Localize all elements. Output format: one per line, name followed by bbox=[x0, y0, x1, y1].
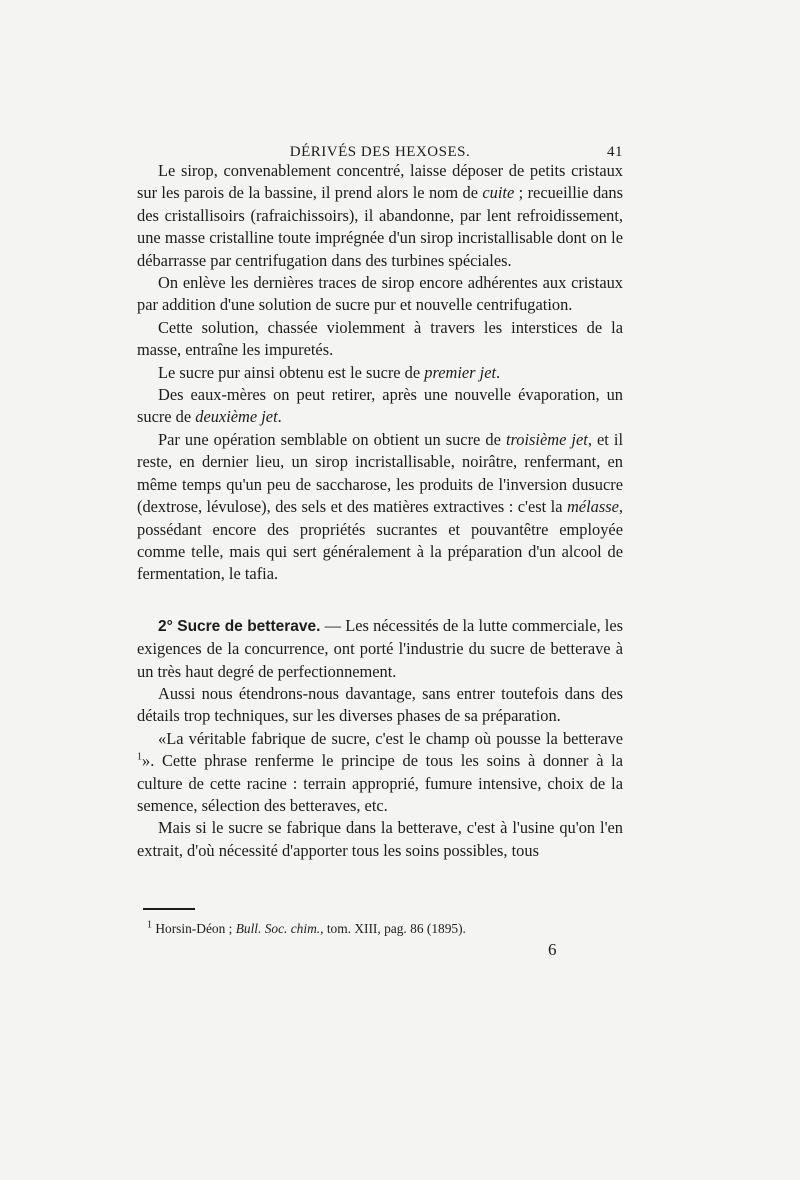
italic-term: troisième jet bbox=[505, 429, 588, 449]
paragraph bbox=[137, 160, 623, 272]
body-text bbox=[137, 160, 623, 862]
text: «La véritable fabrique de sucre, c'est le champ où pousse la betterave bbox=[158, 728, 623, 748]
paragraph bbox=[137, 384, 623, 429]
footnote-reference[interactable]: 1 bbox=[137, 751, 142, 763]
text: . bbox=[496, 362, 501, 382]
paragraph bbox=[137, 728, 623, 818]
page-number: 41 bbox=[607, 144, 623, 160]
italic-term: premier jet bbox=[424, 362, 497, 382]
footnote-author: Horsin-Déon ; bbox=[155, 921, 233, 936]
paragraph: Aussi nous étendrons-nous davantage, sans entrer toutefois dans des détails trop techniques, sur les diverses phases de sa préparation. bbox=[137, 683, 623, 726]
text: , possédant encore des propriétés sucrantes et pouvantêtre employée comme telle, mais qui sert généralement à la préparation d'un alcool de fermentation, le tafia. bbox=[137, 497, 623, 584]
footnote-journal: Bull. Soc. chim. bbox=[235, 921, 321, 936]
paragraph: Mais si le sucre se fabrique dans la betterave, c'est à l'usine qu'on l'en extrait, d'où nécessité d'apporter tous les soins possibles, tous bbox=[137, 818, 623, 860]
text: , et il reste, en dernier lieu, un sirop incristallisable, noirâtre, renfermant, en même temps qu'un peu de saccharose, les produits de l'inversion dusucre (dextrose, lévulose), des sels et des matières extractives : c'est la bbox=[137, 429, 624, 517]
text: ; recueillie dans des cristallisoirs (rafraichissoirs), il abandonne, par lent refroidissement, une masse cristalline toute imprégnée d'un sirop incristallisable dont on le débarrasse par centrifugation dans des turbines spéciales. bbox=[137, 183, 624, 270]
italic-term: deuxième jet bbox=[195, 407, 278, 427]
text: Le sirop, convenablement concentré, laisse déposer de petits cristaux sur les parois de la bassine, il prend alors le nom de bbox=[137, 161, 623, 203]
text: Le sucre pur ainsi obtenu est le sucre de bbox=[158, 362, 421, 382]
section-heading: 2° Sucre de betterave. bbox=[158, 617, 321, 635]
italic-term: cuite bbox=[482, 183, 515, 203]
footnote-marker: 1 bbox=[147, 919, 152, 931]
text: Des eaux-mères on peut retirer, après une nouvelle évaporation, un sucre de bbox=[137, 385, 623, 427]
text: Par une opération semblable on obtient un sucre de bbox=[158, 429, 501, 449]
text: . bbox=[277, 407, 282, 427]
page-title: DÉRIVÉS DES HEXOSES. bbox=[289, 144, 471, 160]
text: — Les nécessités de la lutte commerciale, les exigences de la concurrence, ont porté l'industrie du sucre de betterave à un très haut degré de perfectionnement. bbox=[137, 615, 623, 681]
paragraph: Cette solution, chassée violemment à travers les interstices de la masse, entraîne les impuretés. bbox=[137, 317, 623, 360]
text: ». Cette phrase renferme le principe de tous les soins à donner à la culture de cette racine : terrain approprié, fumure intensive, choix de la semence, sélection des betteraves, etc. bbox=[137, 751, 623, 815]
signature-mark: 6 bbox=[548, 940, 557, 959]
footnote bbox=[147, 920, 617, 938]
section-spacer bbox=[137, 586, 623, 615]
footnote-rule bbox=[143, 908, 195, 910]
paragraph bbox=[137, 615, 623, 683]
paragraph bbox=[137, 362, 623, 384]
paragraph: On enlève les dernières traces de sirop encore adhérentes aux cristaux par addition d'une solution de sucre pur et nouvelle centrifugation. bbox=[137, 273, 623, 315]
italic-term: mélasse bbox=[566, 497, 619, 517]
footnote-details: , tom. XIII, pag. 86 (1895). bbox=[320, 921, 466, 936]
paragraph bbox=[137, 429, 623, 586]
